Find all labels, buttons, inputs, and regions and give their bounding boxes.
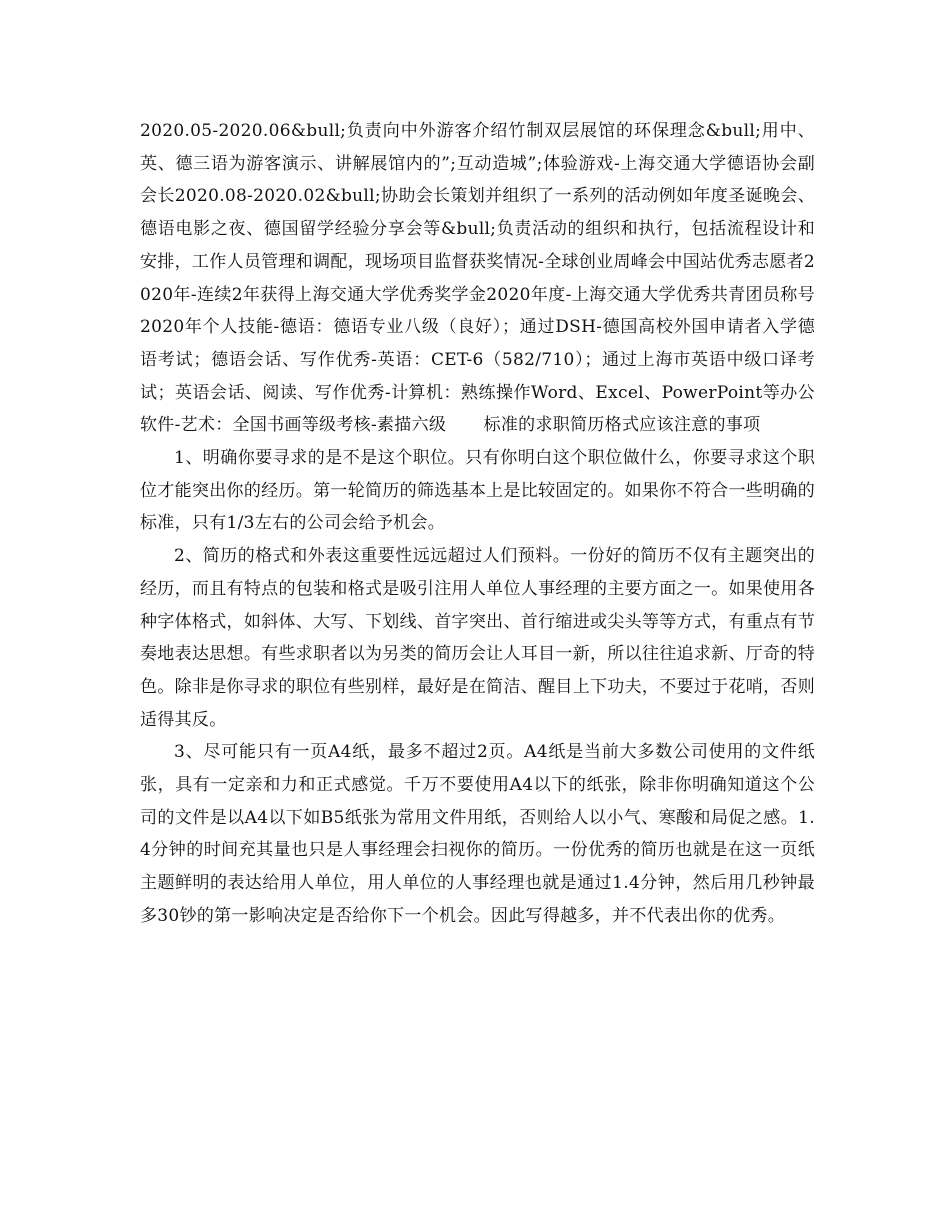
paragraph-1: 1、明确你要寻求的是不是这个职位。只有你明白这个职位做什么，你要寻求这个职位才能突出你的经历。第一轮简历的筛选基本上是比较固定的。如果你不符合一些明确的标准，只有1/3左右的公司会给予机会。 <box>140 448 815 534</box>
paragraph-3: 3、尽可能只有一页A4纸，最多不超过2页。A4纸是当前大多数公司使用的文件纸张，具有一定亲和力和正式感觉。千万不要使用A4以下的纸张，除非你明确知道这个公司的文件是以A4以下如B5纸张为常用文件用纸，否则给人以小气、寒酸和局促之感。1.4分钟的时间充其量也只是人事经理会扫视你的简历。一份优秀的简历也就是在这一页纸主题鲜明的表达给用人单位，用人单位的人事经理也就是通过1.4分钟，然后用几秒钟最多30钞的第一影响决定是否给你下一个机会。因此写得越多，并不代表出你的优秀。 <box>140 742 815 926</box>
intro-paragraph <box>140 115 815 442</box>
paragraph-2: 2、简历的格式和外表这重要性远远超过人们预料。一份好的简历不仅有主题突出的经历，而且有特点的包装和格式是吸引注用人单位人事经理的主要方面之一。如果使用各种字体格式，如斜体、大写、下划线、首字突出、首行缩进或尖头等等方式，有重点有节奏地表达思想。有些求职者以为另类的简历会让人耳目一新，所以往往追求新、厅奇的特色。除非是你寻求的职位有些别样，最好是在简洁、醒目上下功夫，不要过于花哨，否则适得其反。 <box>140 546 815 730</box>
document-body <box>140 115 815 933</box>
section-heading: 标准的求职简历格式应该注意的事项 <box>483 415 761 436</box>
intro-text: 2020.05-2020.06&bull;负责向中外游客介绍竹制双层展馆的环保理念&bull;用中、英、德三语为游客演示、讲解展馆内的”;互动造城”;体验游戏-上海交通大学德语协会副会长2020.08-2020.02&bull;协助会长策划并组织了一系列的活动例如年度圣诞晚会、德语电影之夜、德国留学经验分享会等&bull;负责活动的组织和执行，包括流程设计和安排，工作人员管理和调配，现场项目监督获奖情况-全球创业周峰会中国站优秀志愿者2020年-连续2年获得上海交通大学优秀奖学金2020年度-上海交通大学优秀共青团员称号2020年个人技能-德语：德语专业八级（良好）；通过DSH-德国高校外国申请者入学德语考试；德语会话、写作优秀-英语：CET-6（582/710）；通过上海市英语中级口译考试；英语会话、阅读、写作优秀-计算机：熟练操作Word、Excel、PowerPoint等办公软件-艺术：全国书画等级考核-素描六级 <box>140 121 815 436</box>
